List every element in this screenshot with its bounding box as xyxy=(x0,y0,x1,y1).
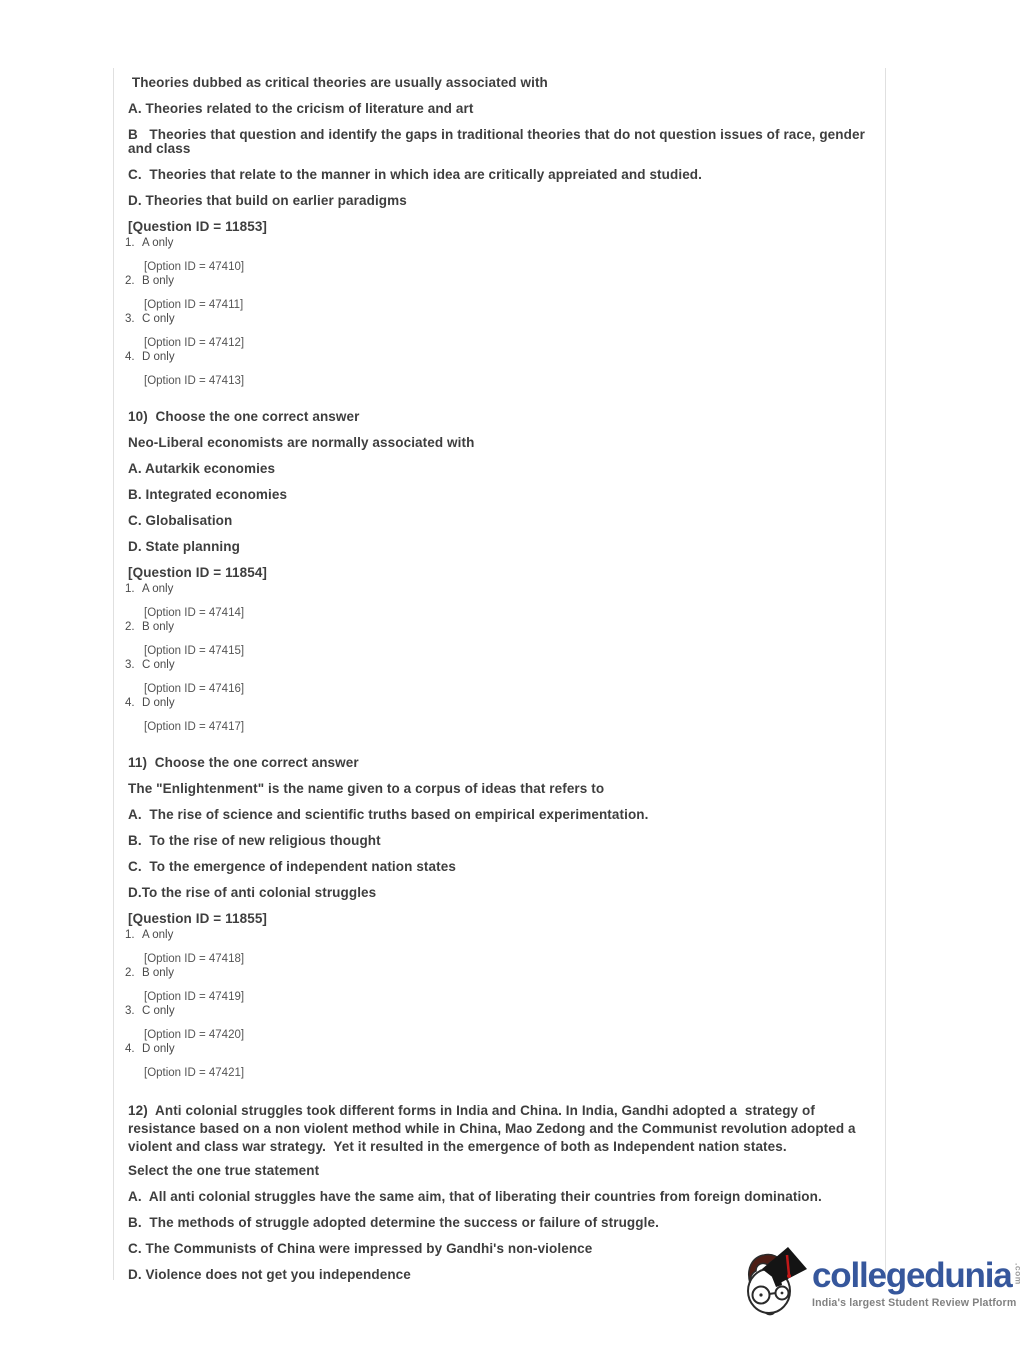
answer-label: A only xyxy=(142,929,174,941)
answer-label: C only xyxy=(142,659,175,671)
option-line: D. Violence does not get you independence xyxy=(128,1267,411,1282)
option-id-label: [Option ID = 47412] xyxy=(144,337,245,349)
answer-list xyxy=(125,583,875,733)
answer-number: 1. xyxy=(125,929,135,941)
option-id-label: [Option ID = 47410] xyxy=(144,261,245,273)
answer-item xyxy=(125,697,875,709)
answer-number: 4. xyxy=(125,1043,135,1055)
answer-label: A only xyxy=(142,237,174,249)
question-id-label: [Question ID = 11855] xyxy=(128,911,268,926)
answer-number: 3. xyxy=(125,313,135,325)
answer-label: D only xyxy=(142,697,175,709)
question-paper-content xyxy=(113,68,886,1280)
question-id-label: [Question ID = 11853] xyxy=(128,219,268,234)
option-line: B. The methods of struggle adopted determine the success or failure of struggle. xyxy=(128,1215,659,1230)
answer-item xyxy=(125,351,875,363)
answer-label: B only xyxy=(142,621,174,633)
option-id-label: [Option ID = 47420] xyxy=(144,1029,245,1041)
question-statement: Neo-Liberal economists are normally associated with xyxy=(128,435,475,450)
brand-tld: .com xyxy=(1013,1263,1024,1285)
option-line: C. The Communists of China were impressed by Gandhi's non-violence xyxy=(128,1241,593,1256)
question-heading: 10) Choose the one correct answer xyxy=(128,409,360,424)
answer-number: 4. xyxy=(125,697,135,709)
answer-number: 1. xyxy=(125,583,135,595)
answer-number: 2. xyxy=(125,967,135,979)
answer-item xyxy=(125,1043,875,1055)
option-line: B. To the rise of new religious thought xyxy=(128,833,381,848)
collegedunia-logo xyxy=(742,1243,1024,1321)
option-line: A. Autarkik economies xyxy=(128,461,276,476)
option-line: A. The rise of science and scientific truths based on empirical experimentation. xyxy=(128,807,649,822)
answer-number: 3. xyxy=(125,1005,135,1017)
answer-label: D only xyxy=(142,351,175,363)
question-statement: The "Enlightenment" is the name given to a corpus of ideas that refers to xyxy=(128,781,605,796)
option-id-label: [Option ID = 47414] xyxy=(144,607,245,619)
answer-list xyxy=(125,929,875,1079)
question-statement: Theories dubbed as critical theories are usually associated with xyxy=(128,75,548,90)
answer-label: A only xyxy=(142,583,174,595)
brand-tagline: India's largest Student Review Platform xyxy=(812,1297,1017,1309)
answer-item xyxy=(125,313,875,325)
answer-item xyxy=(125,1005,875,1017)
answer-item xyxy=(125,967,875,979)
question-heading: 11) Choose the one correct answer xyxy=(128,755,359,770)
answer-number: 2. xyxy=(125,275,135,287)
answer-item xyxy=(125,275,875,287)
option-id-label: [Option ID = 47419] xyxy=(144,991,245,1003)
option-line: C. Theories that relate to the manner in which idea are critically appreiated and studied. xyxy=(128,167,702,182)
question-heading: 12) Anti colonial struggles took different forms in India and China. In India, Gandhi adopted a strategy of resistance based on a non violent method while in China, Mao Zedong and the Communist revolution adopted a violent and class war strategy. Yet it resulted in the emergence of both as Independent nation states. xyxy=(128,1103,860,1154)
question-statement: Select the one true statement xyxy=(128,1163,320,1178)
answer-label: C only xyxy=(142,313,175,325)
option-line: A. All anti colonial struggles have the same aim, that of liberating their countries from foreign domination. xyxy=(128,1189,822,1204)
answer-number: 2. xyxy=(125,621,135,633)
answer-item xyxy=(125,583,875,595)
answer-number: 3. xyxy=(125,659,135,671)
option-id-label: [Option ID = 47421] xyxy=(144,1067,245,1079)
answer-item xyxy=(125,621,875,633)
option-line: D. Theories that build on earlier paradigms xyxy=(128,193,407,208)
question-block xyxy=(125,755,875,1079)
option-id-label: [Option ID = 47416] xyxy=(144,683,245,695)
option-id-label: [Option ID = 47418] xyxy=(144,953,245,965)
answer-number: 4. xyxy=(125,351,135,363)
answer-label: C only xyxy=(142,1005,175,1017)
answer-list xyxy=(125,237,875,387)
option-line: A. Theories related to the cricism of literature and art xyxy=(128,101,474,116)
answer-label: B only xyxy=(142,275,174,287)
option-line: D. State planning xyxy=(128,539,240,554)
option-line: C. Globalisation xyxy=(128,513,233,528)
answer-item xyxy=(125,659,875,671)
question-block xyxy=(125,409,875,733)
graduate-boy-icon xyxy=(742,1243,808,1321)
option-id-label: [Option ID = 47415] xyxy=(144,645,245,657)
logo-text xyxy=(812,1243,1024,1309)
option-id-label: [Option ID = 47411] xyxy=(144,299,244,311)
answer-label: D only xyxy=(142,1043,175,1055)
answer-item xyxy=(125,237,875,249)
answer-label: B only xyxy=(142,967,174,979)
option-id-label: [Option ID = 47417] xyxy=(144,721,245,733)
answer-item xyxy=(125,929,875,941)
brand-text: collegedunia xyxy=(812,1256,1012,1295)
option-line: B. Integrated economies xyxy=(128,487,288,502)
answer-number: 1. xyxy=(125,237,135,249)
option-id-label: [Option ID = 47413] xyxy=(144,375,245,387)
option-line: C. To the emergence of independent nation states xyxy=(128,859,456,874)
option-line: B Theories that question and identify the gaps in traditional theories that do not question issues of race, gender and class xyxy=(128,127,869,156)
question-block xyxy=(125,75,875,387)
option-line: D.To the rise of anti colonial struggles xyxy=(128,885,377,900)
question-id-label: [Question ID = 11854] xyxy=(128,565,268,580)
